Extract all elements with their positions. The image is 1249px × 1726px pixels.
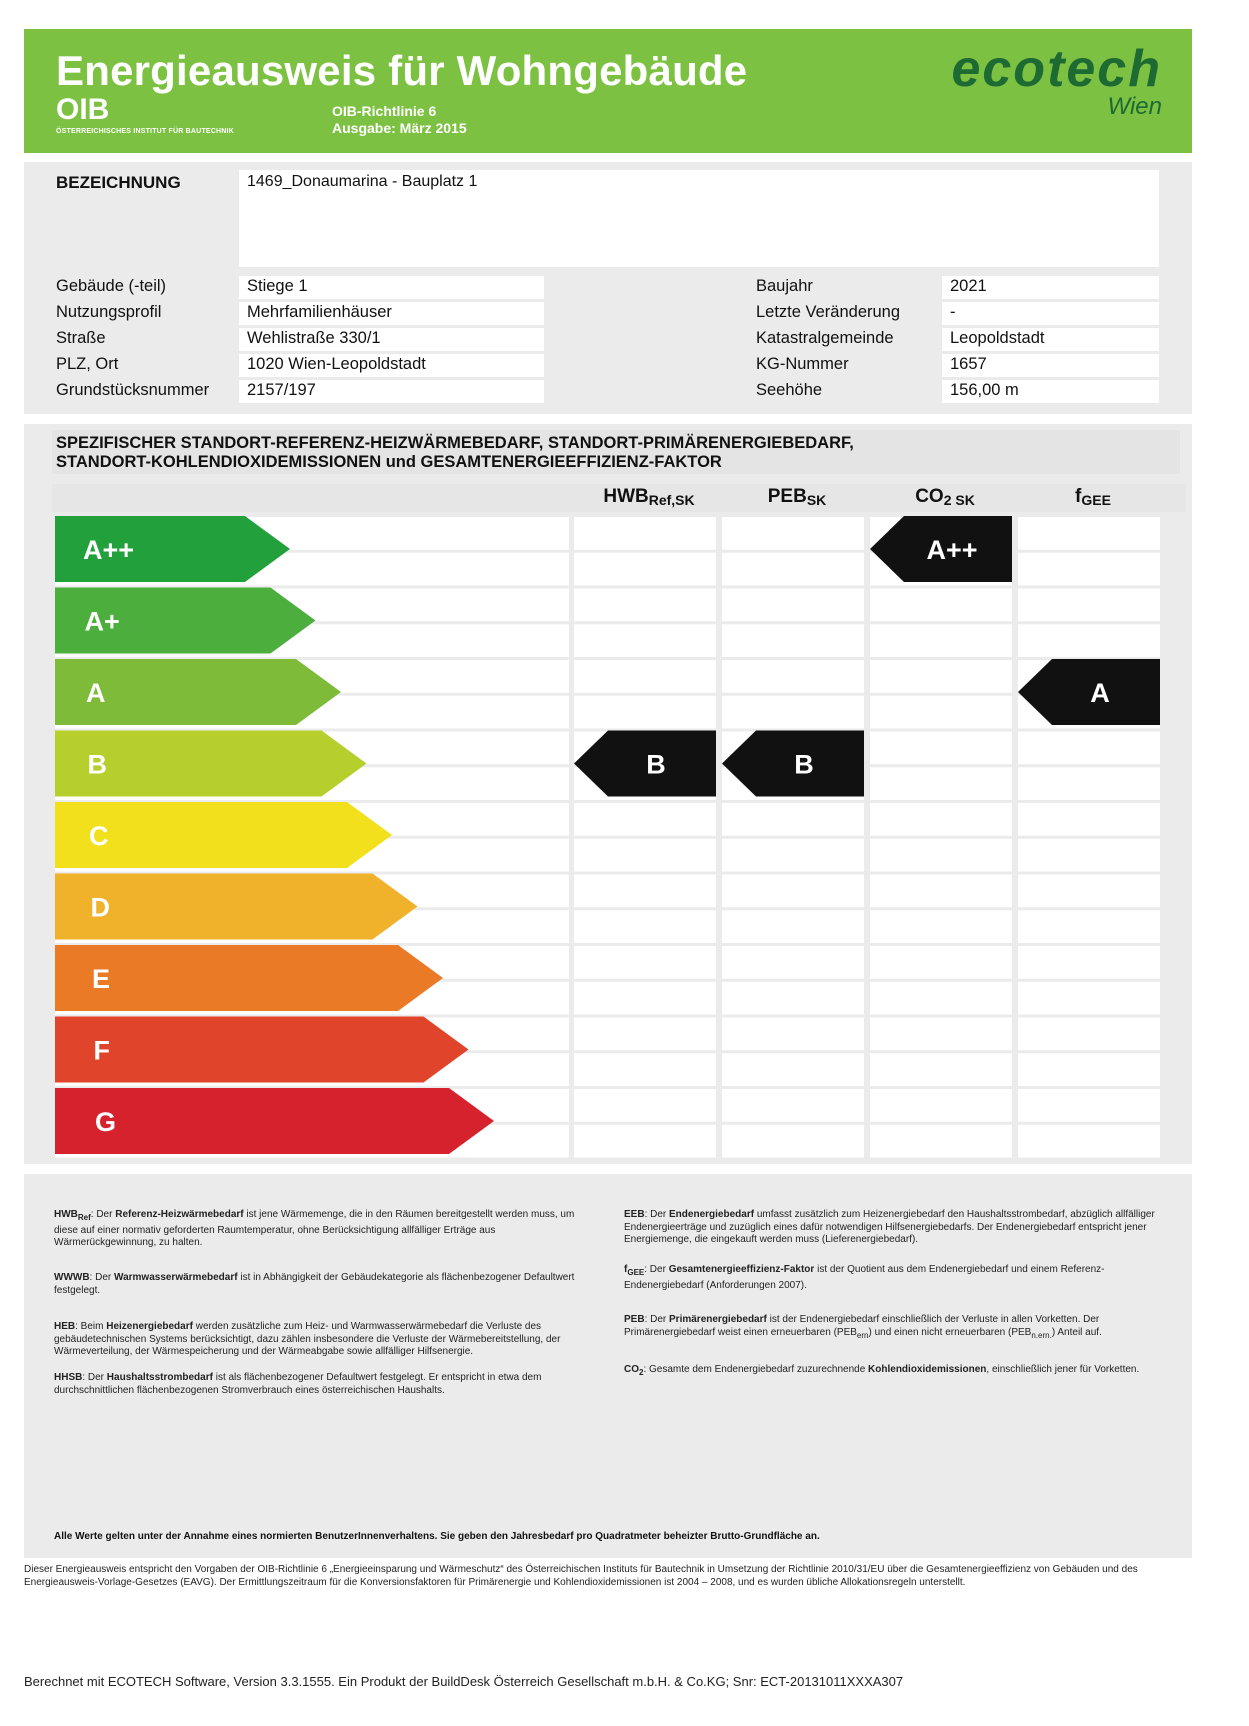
grid-cell bbox=[722, 624, 864, 657]
grid-cell bbox=[574, 517, 716, 550]
grid-cell bbox=[870, 982, 1012, 1015]
richtlinie-label: OIB-Richtlinie 6 bbox=[332, 103, 437, 119]
grid-cell bbox=[870, 1125, 1012, 1158]
header-banner bbox=[24, 29, 1192, 153]
grid-cell bbox=[722, 910, 864, 943]
grid-cell bbox=[870, 839, 1012, 872]
grid-cell bbox=[1018, 1018, 1160, 1051]
rating-marker-label: A bbox=[1090, 678, 1110, 708]
grid-cell bbox=[574, 1018, 716, 1051]
grid-cell bbox=[870, 803, 1012, 836]
definition-hhsb: HHSB: Der Haushaltsstrombedarf ist als flächenbezogener Defaultwert festgelegt. Er entspricht in etwa dem durchschnittlichen flächenbezogenen Stromverbrauch eines österreichischen Haushalts. bbox=[54, 1372, 542, 1396]
energy-class-label: A+ bbox=[84, 606, 120, 637]
definition-heb: HEB: Beim Heizenergiebedarf werden zusätzliche zum Heiz- und Warmwasserwärmebedarf die Verluste des gebäudetechnischen Systems berücksichtigt, dazu zählen insbesondere die Verluste der Wärmebereitstellung, der Wärmeverteilung, der Wärmespeicherung und der Wärmeabgabe sowie allfälliger Hilfsenergie. bbox=[54, 1321, 561, 1357]
grid-cell bbox=[1018, 803, 1160, 836]
row-label: Katastralgemeinde bbox=[756, 329, 894, 347]
definition-co2: $CO_2$: Gesamte dem Endenergiebedarf zuzurechnende Kohlendioxidemissionen, einschließlich jener für Vorketten. bbox=[624, 1364, 1140, 1377]
grid-cell bbox=[574, 1089, 716, 1122]
richtlinie-info bbox=[332, 103, 467, 137]
grid-cell bbox=[722, 875, 864, 908]
energy-rating-panel bbox=[24, 424, 1192, 1164]
energy-class-label: E bbox=[92, 964, 111, 994]
grid-cell bbox=[574, 910, 716, 943]
energy-class-label: D bbox=[90, 892, 110, 923]
row-value: 1020 Wien-Leopoldstadt bbox=[239, 354, 544, 377]
grid-cell bbox=[870, 946, 1012, 979]
grid-cell bbox=[870, 767, 1012, 800]
row-value: 1657 bbox=[942, 354, 1159, 377]
grid-cell bbox=[722, 696, 864, 729]
definitions-panel bbox=[24, 1174, 1192, 1558]
row-value: Wehlistraße 330/1 bbox=[239, 328, 544, 351]
column-header-sub: 2 SK bbox=[943, 492, 975, 508]
grid-cell bbox=[1018, 1053, 1160, 1086]
row-label: Seehöhe bbox=[756, 381, 823, 399]
logo-wordmark: ecotech bbox=[951, 40, 1162, 98]
column-header-sub: Ref,SK bbox=[648, 492, 695, 508]
grid-cell bbox=[574, 1125, 716, 1158]
energy-class-arrow bbox=[55, 1017, 469, 1083]
grid-cell bbox=[1018, 839, 1160, 872]
column-header-sub: GEE bbox=[1081, 492, 1111, 508]
grid-cell bbox=[574, 875, 716, 908]
grid-cell bbox=[870, 910, 1012, 943]
definition-eeb: EEB: Der Endenergiebedarf umfasst zusätzlich zum Heizenergiebedarf den Haushaltsstrombedarf, abzüglich allfälliger Endenergieerträge und zuzüglich eines dafür notwendigen Hilfsenergiebedarfs. Der Endenergiebedarf entspricht jener Energiemenge, die eingekauft werden muss (Lieferenergiebedarf). bbox=[624, 1209, 1155, 1245]
energy-class-chart bbox=[24, 424, 1192, 1164]
grid-cell bbox=[870, 1053, 1012, 1086]
grid-cell bbox=[870, 1018, 1012, 1051]
ausgabe-label: Ausgabe: März 2015 bbox=[332, 120, 467, 136]
row-value: 2157/197 bbox=[239, 380, 544, 403]
definition-wwwb: WWWB: Der Warmwasserwärmebedarf ist in Abhängigkeit der Gebäudekategorie als flächenbezogener Defaultwert festgelegt. bbox=[54, 1272, 575, 1296]
row-label: PLZ, Ort bbox=[56, 355, 119, 373]
grid-cell bbox=[722, 589, 864, 622]
oib-full-name: ÖSTERREICHISCHES INSTITUT FÜR BAUTECHNIK bbox=[56, 128, 234, 135]
grid-cell bbox=[722, 517, 864, 550]
row-value: Leopoldstadt bbox=[942, 328, 1159, 351]
energy-class-label: F bbox=[93, 1035, 110, 1066]
grid-cell bbox=[574, 839, 716, 872]
grid-cell bbox=[574, 553, 716, 586]
energy-class-arrow bbox=[55, 1088, 494, 1154]
row-label: Straße bbox=[56, 329, 106, 347]
grid-cell bbox=[722, 1125, 864, 1158]
grid-cell bbox=[574, 946, 716, 979]
column-header-main: PEB bbox=[767, 486, 807, 507]
energy-class-label: A++ bbox=[83, 535, 135, 565]
grid-cell bbox=[722, 1018, 864, 1051]
row-label: Letzte Veränderung bbox=[756, 303, 901, 321]
grid-cell bbox=[1018, 732, 1160, 765]
column-header-main: f bbox=[1075, 486, 1082, 507]
row-value: Stiege 1 bbox=[239, 276, 544, 299]
rating-marker-label: B bbox=[794, 749, 814, 780]
grid-cell bbox=[574, 624, 716, 657]
grid-cell bbox=[574, 660, 716, 693]
assumption-note: Alle Werte gelten unter der Annahme eines normierten BenutzerInnenverhaltens. Sie geben den Jahresbedarf pro Quadratmeter beheizter Brutto-Grundfläche an. bbox=[54, 1531, 820, 1542]
row-label: Grundstücksnummer bbox=[56, 381, 210, 399]
definition-hwb: $HWB_{Ref}$: Der Referenz-Heizwärmebedarf ist jene Wärmemenge, die in den Räumen bereitgestellt werden muss, um diese auf einer normativ geforderten Raumtemperatur, ohne Berücksichtigung allfälliger Erträge aus Wärmerückgewinnung, zu halten. bbox=[54, 1209, 575, 1248]
grid-cell bbox=[870, 589, 1012, 622]
energy-class-label: C bbox=[89, 821, 109, 851]
row-value: 156,00 m bbox=[942, 380, 1159, 403]
grid-cell bbox=[722, 1053, 864, 1086]
grid-cell bbox=[722, 553, 864, 586]
row-label: Nutzungsprofil bbox=[56, 303, 162, 321]
definition-fgee: $f_{GEE}$: Der Gesamtenergieeffizienz-Faktor ist der Quotient aus dem Endenergiebedarf und einem Referenz-Endenergiebedarf (Anforderungen 2007). bbox=[624, 1264, 1105, 1291]
row-label: Gebäude (-teil) bbox=[56, 277, 167, 295]
definition-peb: PEB: Der Primärenergiebedarf ist der Endenergiebedarf einschließlich der Verluste in allen Vorketten. Der Primärenergiebedarf weist einen erneuerbaren $(PEB_{ern})$ und einen nicht erneuerbaren $(PEB_{n.ern.})$ Anteil auf. bbox=[624, 1314, 1102, 1340]
grid-cell bbox=[1018, 517, 1160, 550]
row-value: - bbox=[942, 302, 1159, 325]
oib-label: OIB bbox=[56, 93, 110, 126]
grid-cell bbox=[1018, 1125, 1160, 1158]
row-label: KG-Nummer bbox=[756, 355, 849, 373]
grid-cell bbox=[1018, 1089, 1160, 1122]
energy-class-arrow bbox=[55, 945, 443, 1011]
grid-cell bbox=[1018, 982, 1160, 1015]
row-label: Baujahr bbox=[756, 277, 813, 295]
grid-cell bbox=[574, 589, 716, 622]
grid-cell bbox=[722, 803, 864, 836]
column-header-main: CO bbox=[915, 486, 944, 507]
grid-cell bbox=[870, 624, 1012, 657]
bezeichnung-label: BEZEICHNUNG bbox=[56, 173, 181, 192]
grid-cell bbox=[574, 696, 716, 729]
grid-cell bbox=[1018, 553, 1160, 586]
column-header-sub: SK bbox=[806, 492, 827, 508]
energy-class-label: A bbox=[86, 678, 106, 708]
grid-cell bbox=[870, 696, 1012, 729]
row-value: Mehrfamilienhäuser bbox=[239, 302, 544, 325]
legal-footer: Dieser Energieausweis entspricht den Vorgaben der OIB-Richtlinie 6 „Energieeinsparung und Wärmeschutz“ des Österreichischen Instituts für Bautechnik in Umsetzung der Richtlinie 2010/31/EU über die Gesamtenergieeffizienz von Gebäuden und des Energieausweis-Vorlage-Gesetzes (EAVG). Der Ermittlungszeitraum für die Konversionsfaktoren für Primärenergie und Kohlendioxidemissionen ist 2004 – 2008, und es wurden übliche Allokationsregeln unterstellt. bbox=[24, 1564, 1138, 1588]
document-title: Energieausweis für Wohngebäude bbox=[56, 47, 748, 94]
energy-title-line1: SPEZIFISCHER STANDORT-REFERENZ-HEIZWÄRMEBEDARF, STANDORT-PRIMÄRENERGIEBEDARF, bbox=[56, 434, 854, 452]
grid-cell bbox=[574, 982, 716, 1015]
rating-marker-label: B bbox=[646, 749, 666, 780]
grid-cell bbox=[1018, 910, 1160, 943]
grid-cell bbox=[722, 839, 864, 872]
grid-cell bbox=[1018, 624, 1160, 657]
grid-cell bbox=[870, 1089, 1012, 1122]
grid-cell bbox=[574, 1053, 716, 1086]
energy-title-line2: STANDORT-KOHLENDIOXIDEMISSIONEN und GESAMTENERGIEEFFIZIENZ-FAKTOR bbox=[56, 453, 722, 471]
grid-cell bbox=[1018, 946, 1160, 979]
grid-cell bbox=[870, 875, 1012, 908]
grid-cell bbox=[870, 732, 1012, 765]
grid-cell bbox=[722, 982, 864, 1015]
column-header-main: HWB bbox=[603, 486, 649, 507]
row-value: 2021 bbox=[942, 276, 1159, 299]
bezeichnung-field: 1469_Donaumarina - Bauplatz 1 bbox=[239, 170, 1159, 267]
grid-cell bbox=[1018, 589, 1160, 622]
rating-marker-label: A++ bbox=[926, 535, 978, 565]
grid-cell bbox=[1018, 875, 1160, 908]
ecotech-logo bbox=[951, 40, 1162, 121]
logo-subtitle: Wien bbox=[1107, 93, 1162, 120]
grid-cell bbox=[574, 803, 716, 836]
energy-class-label: B bbox=[87, 749, 107, 780]
software-footer: Berechnet mit ECOTECH Software, Version 3.3.1555. Ein Produkt der BuildDesk Österreich Gesellschaft m.b.H. & Co.KG; Snr: ECT-20131011XXXA307 bbox=[24, 1674, 904, 1689]
grid-cell bbox=[870, 660, 1012, 693]
grid-cell bbox=[1018, 767, 1160, 800]
grid-cell bbox=[722, 1089, 864, 1122]
grid-cell bbox=[722, 660, 864, 693]
identification-panel bbox=[24, 162, 1192, 414]
energy-class-label: G bbox=[95, 1107, 117, 1137]
grid-cell bbox=[722, 946, 864, 979]
